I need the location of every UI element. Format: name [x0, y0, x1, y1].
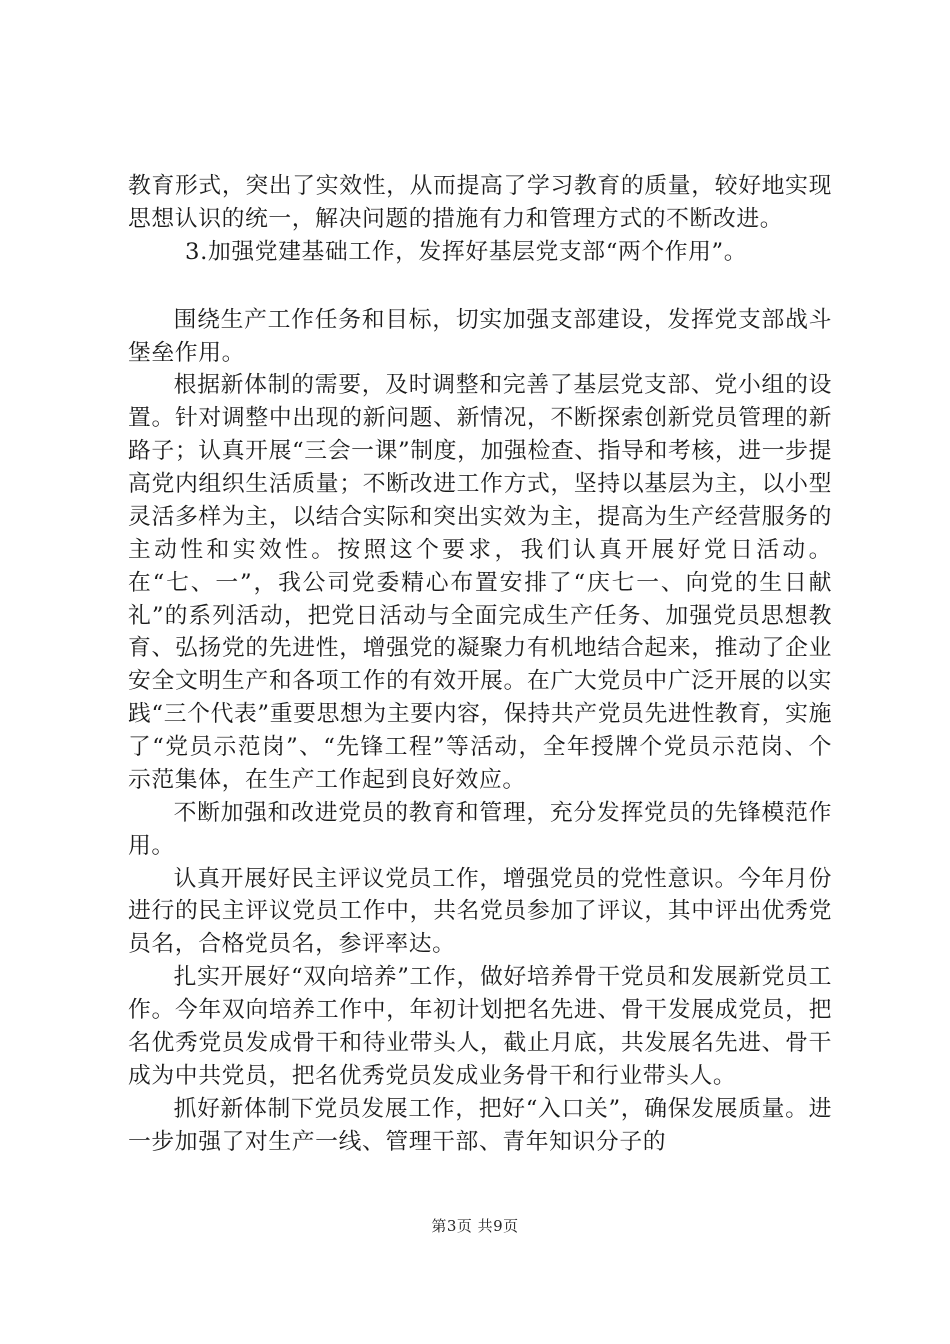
paragraph: 抓好新体制下党员发展工作，把好“入口关”，确保发展质量。进一步加强了对生产一线、管理干部、青年知识分子的 [128, 1095, 832, 1155]
section-heading: 3.加强党建基础工作，发挥好基层党支部“两个作用”。 [185, 238, 748, 265]
paragraph: 根据新体制的需要，及时调整和完善了基层党支部、党小组的设置。针对调整中出现的新问题、新情况，不断探索创新党员管理的新路子；认真开展“三会一课”制度，加强检查、指导和考核，进一步提高党内组织生活质量；不断改进工作方式，坚持以基层为主，以小型灵活多样为主，以结合实际和突出实效为主，提高为生产经营服务的主动性和实效性。按照这个要求，我们认真开展好党日活动。在“七、一”，我公司党委精心布置安排了“庆七一、向党的生日献礼”的系列活动，把党日活动与全面完成生产任务、加强党员思想教育、弘扬党的先进性，增强党的凝聚力有机地结合起来，推动了企业安全文明生产和各项工作的有效开展。在广大党员中广泛开展的以实践“三个代表”重要思想为主要内容，保持共产党员先进性教育，实施了“党员示范岗”、“先锋工程”等活动，全年授牌个党员示范岗、个示范集体，在生产工作起到良好效应。 [128, 372, 832, 793]
paragraph: 围绕生产工作任务和目标，切实加强支部建设，发挥党支部战斗堡垒作用。 [128, 306, 832, 366]
page-number-label: 第3页 共9页 [431, 1217, 519, 1235]
page-footer [0, 1215, 950, 1236]
document-body [128, 170, 832, 1158]
paragraph: 不断加强和改进党员的教育和管理，充分发挥党员的先锋模范作用。 [128, 799, 832, 859]
paragraph: 扎实开展好“双向培养”工作，做好培养骨干党员和发展新党员工作。今年双向培养工作中，年初计划把名先进、骨干发展成党员，把名优秀党员发成骨干和待业带头人，截止月底，共发展名先进、骨干成为中共党员，把名优秀党员发成业务骨干和行业带头人。 [128, 964, 832, 1089]
paragraph-continuation: 教育形式，突出了实效性，从而提高了学习教育的质量，较好地实现思想认识的统一，解决问题的措施有力和管理方式的不断改进。 [128, 173, 832, 232]
paragraph: 认真开展好民主评议党员工作，增强党员的党性意识。今年月份进行的民主评议党员工作中，共名党员参加了评议，其中评出优秀党员名，合格党员名，参评率达。 [128, 865, 832, 958]
